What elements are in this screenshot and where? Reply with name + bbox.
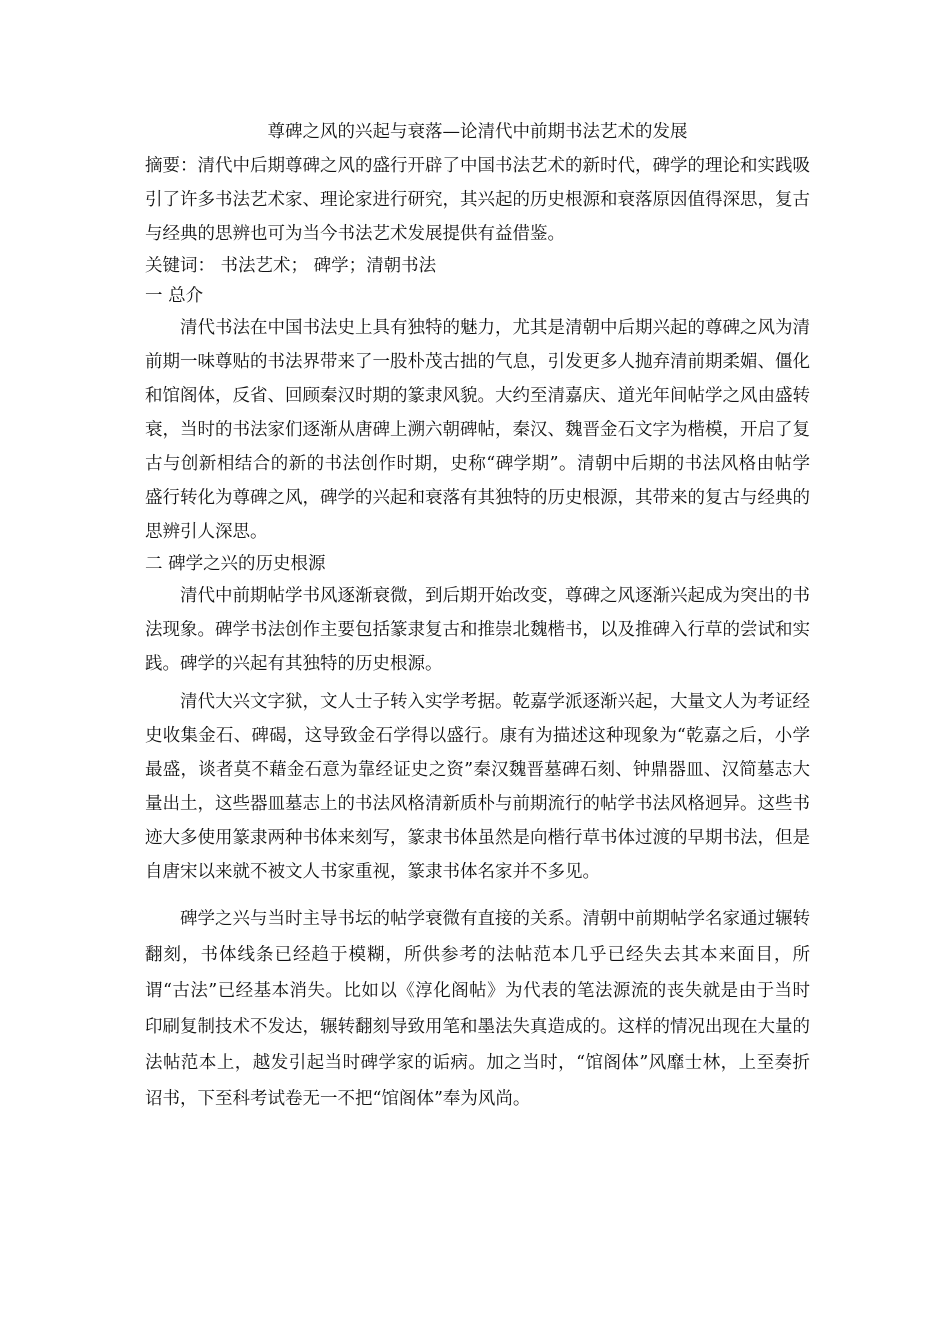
section-heading-origins: 二 碑学之兴的历史根源 — [145, 554, 326, 574]
abstract: 摘要：清代中后期尊碑之风的盛行开辟了中国书法艺术的新时代，碑学的理论和实践吸引了许多书法艺术家、理论家进行研究，其兴起的历史根源和衰落原因值得深思，复古与经典的思辨也可为当今书法艺术发展提供有益借鉴。 — [145, 156, 810, 244]
paragraph-overview: 清代书法在中国书法史上具有独特的魅力，尤其是清朝中后期兴起的尊碑之风为清前期一味尊贴的书法界带来了一股朴茂古拙的气息，引发更多人抛弃清前期柔媚、僵化和馆阁体，反省、回顾秦汉时期的篆隶风貌。大约至清嘉庆、道光年间帖学之风由盛转衰，当时的书法家们逐渐从唐碑上溯六朝碑帖，秦汉、魏晋金石文字为楷模，开启了复古与创新相结合的新的书法创作时期，史称“碑学期”。清朝中后期的书法风格由帖学盛行转化为尊碑之风，碑学的兴起和衰落有其独特的历史根源，其带来的复古与经典的思辨引人深思。 — [145, 318, 810, 542]
paragraph-origins-3: 碑学之兴与当时主导书坛的帖学衰微有直接的关系。清朝中前期帖学名家通过辗转翻刻，书体线条已经趋于模糊，所供参考的法帖范本几乎已经失去其本来面目，所谓“古法”已经基本消失。比如以《淳化阁帖》为代表的笔法源流的丧失就是由于当时印刷复制技术不发达，辗转翻刻导致用笔和墨法失真造成的。这样的情况出现在大量的法帖范本上，越发引起当时碑学家的诟病。加之当时，“馆阁体”风靡士林，上至奏折诏书，下至科考试卷无一不把“馆阁体”奉为风尚。 — [145, 909, 810, 1109]
paragraph-origins-2: 清代大兴文字狱，文人士子转入实学考据。乾嘉学派逐渐兴起，大量文人为考证经史收集金石、碑碣，这导致金石学得以盛行。康有为描述这种现象为“乾嘉之后，小学最盛，谈者莫不藉金石意为靠经证史之资”秦汉魏晋墓碑石刻、钟鼎器皿、汉简墓志大量出土，这些器皿墓志上的书法风格清新质朴与前期流行的帖学书法风格迥异。这些书迹大多使用篆隶两种书体来刻写，篆隶书体虽然是向楷行草书体过渡的早期书法，但是自唐宋以来就不被文人书家重视，篆隶书体名家并不多见。 — [145, 692, 810, 882]
paper-title: 尊碑之风的兴起与衰落—论清代中前期书法艺术的发展 — [267, 122, 688, 142]
document-page — [145, 115, 810, 1117]
paragraph-origins-1: 清代中前期帖学书风逐渐衰微，到后期开始改变，尊碑之风逐渐兴起成为突出的书法现象。碑学书法创作主要包括篆隶复古和推崇北魏楷书，以及推碑入行草的尝试和实践。碑学的兴起有其独特的历史根源。 — [145, 586, 810, 674]
keywords: 关键词： 书法艺术； 碑学；清朝书法 — [145, 256, 437, 276]
section-heading-overview: 一 总介 — [145, 286, 204, 306]
